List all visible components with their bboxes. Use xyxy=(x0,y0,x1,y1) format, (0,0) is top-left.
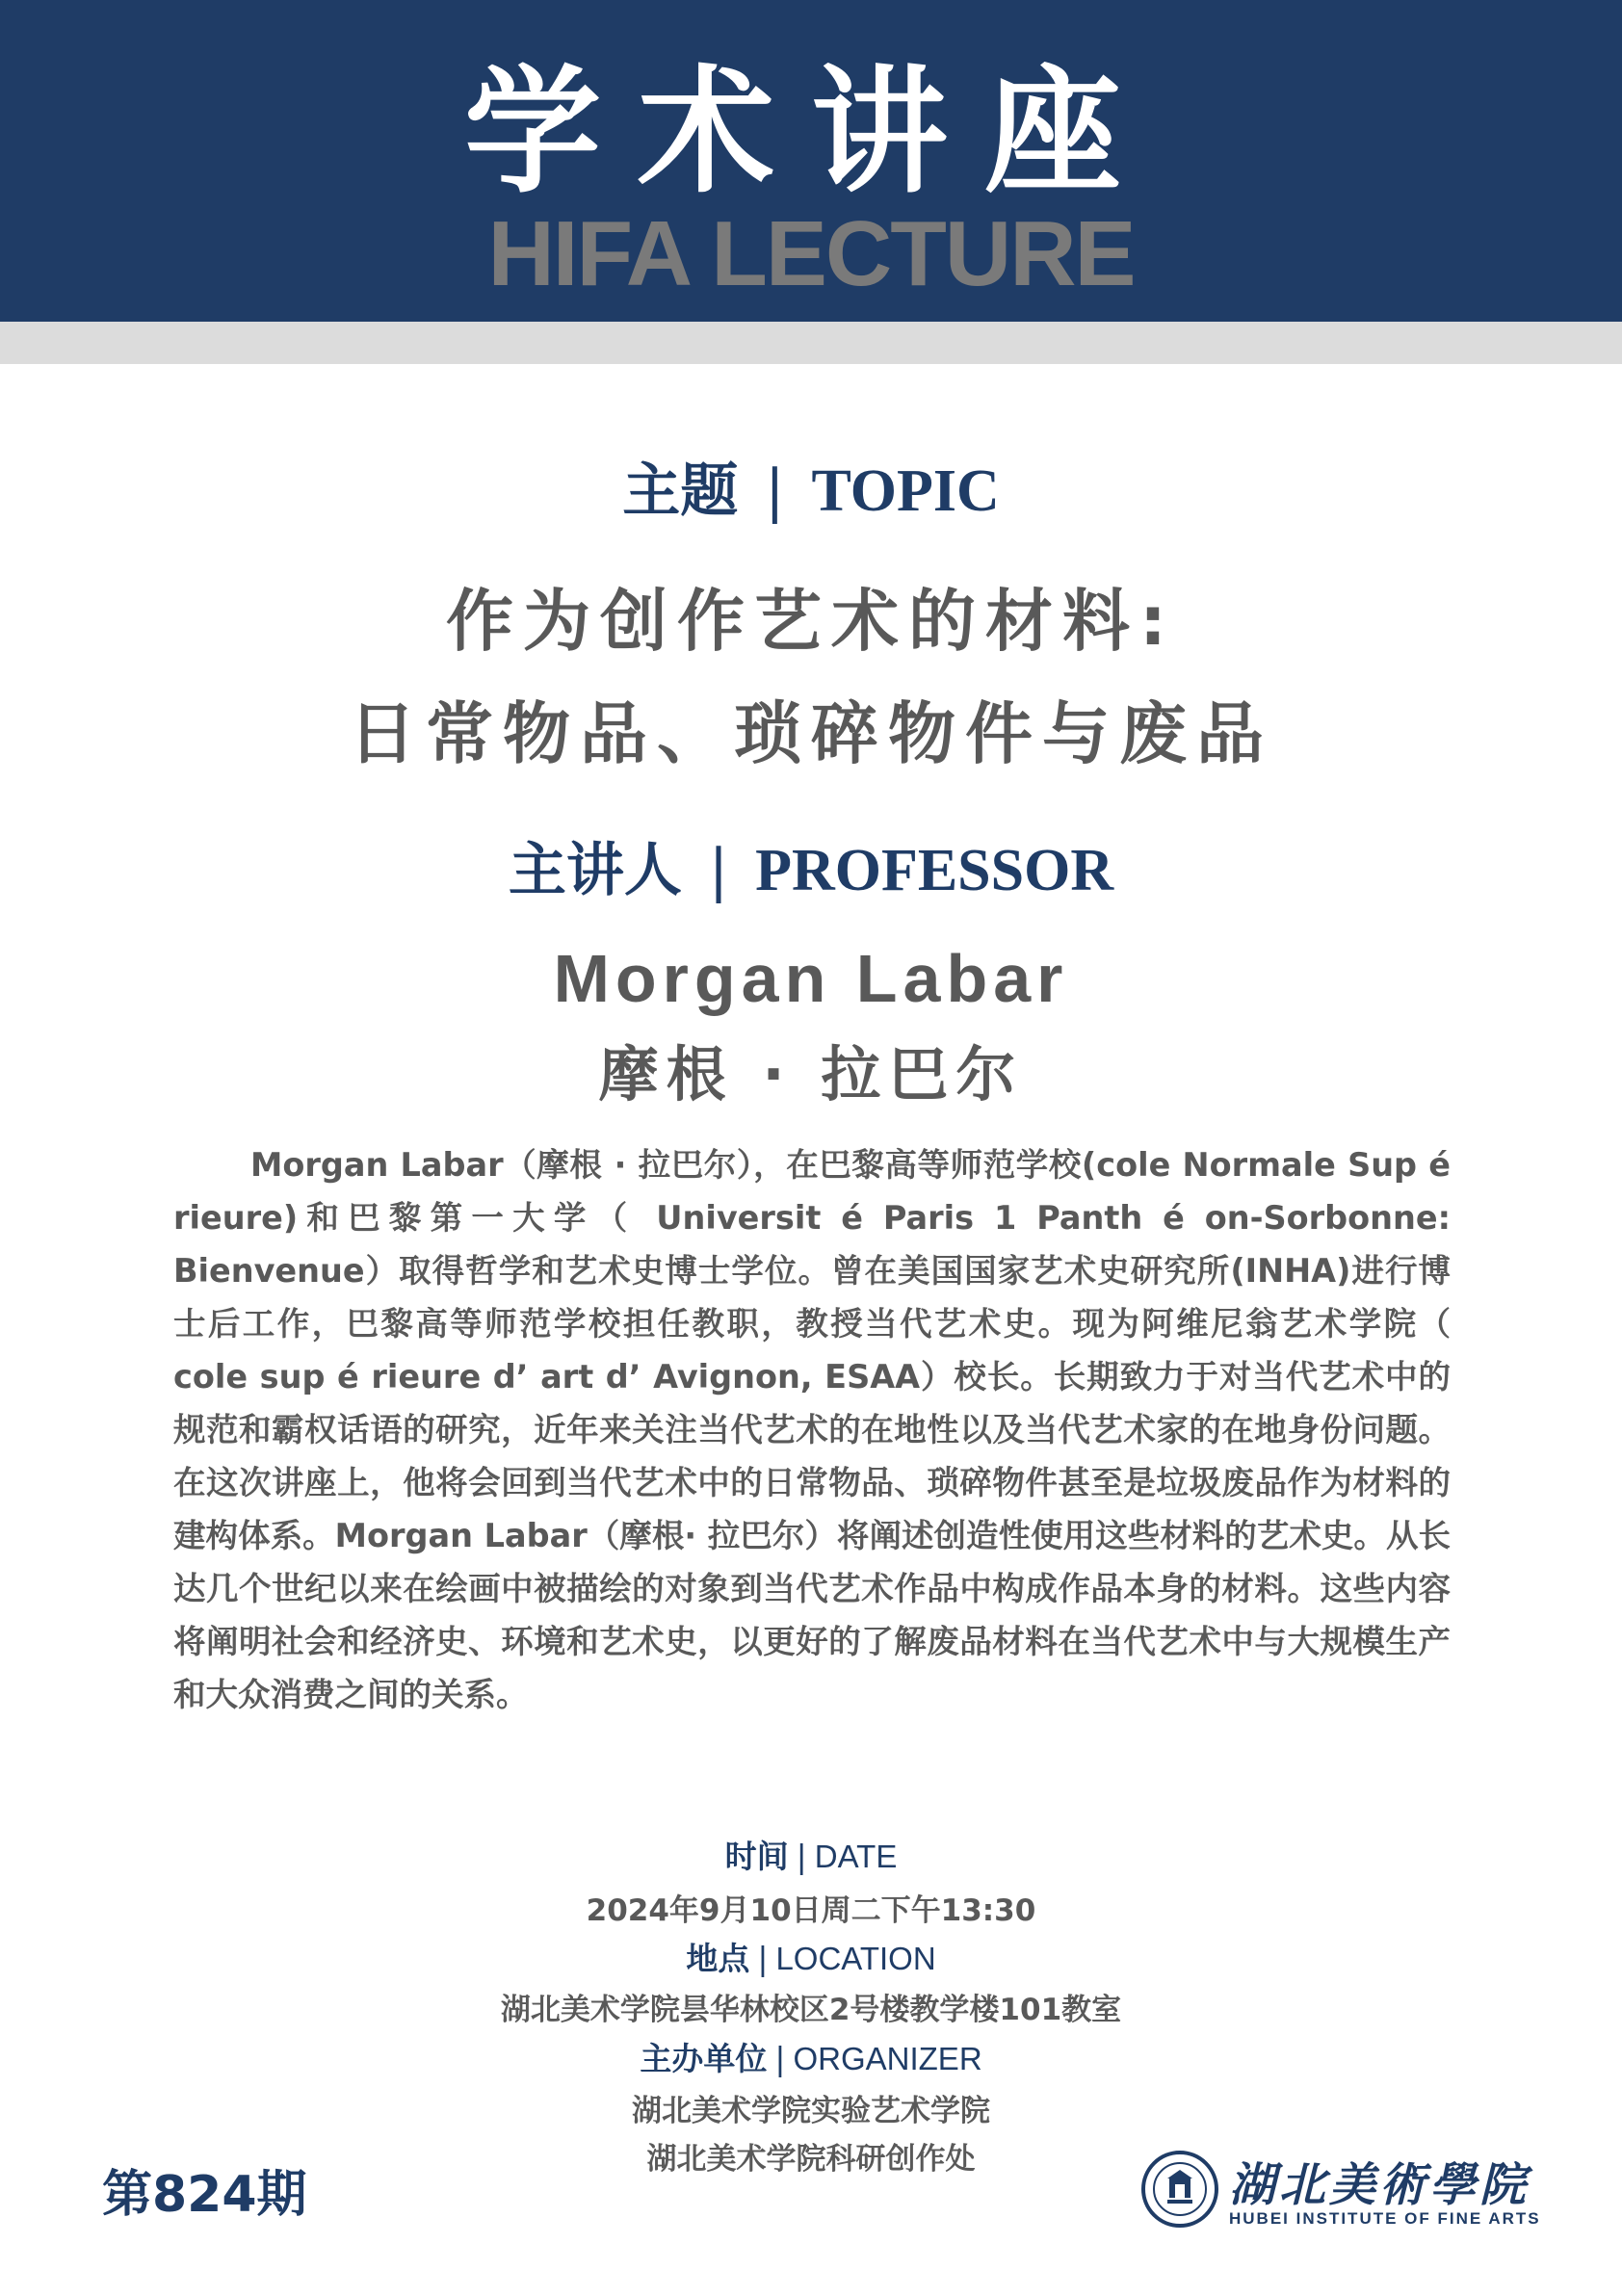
header-title-cn: 学术讲座 xyxy=(464,53,1158,212)
location-label-en: LOCATION xyxy=(775,1941,936,1976)
school-seal-icon xyxy=(1140,2150,1219,2229)
header-title-en: HIFA LECTURE xyxy=(487,202,1135,305)
organizer-value-1: 湖北美术学院实验艺术学院 xyxy=(632,2094,990,2128)
organizer-label xyxy=(0,2034,1622,2079)
organizer-value-2: 湖北美术学院科研创作处 xyxy=(646,2142,976,2177)
location-value: 湖北美术学院昙华林校区2号楼教学楼101教室 xyxy=(500,1993,1122,2027)
topic-heading xyxy=(0,445,1622,528)
location-label xyxy=(0,1934,1622,1979)
topic-label-cn: 主题 xyxy=(622,457,739,525)
date-label-en: DATE xyxy=(814,1839,898,1874)
date-label-separator: | xyxy=(796,1838,807,1875)
organizer-label-en: ORGANIZER xyxy=(793,2041,982,2076)
location-label-cn: 地点 xyxy=(686,1940,750,1977)
header-stripe xyxy=(0,322,1622,364)
organizer-label-separator: | xyxy=(774,2040,786,2077)
logo-name-cn: 湖北美術學院 xyxy=(1229,2158,1530,2212)
date-label-cn: 时间 xyxy=(724,1838,789,1875)
speaker-label-en: PROFESSOR xyxy=(755,838,1114,903)
speaker-separator: | xyxy=(708,837,729,904)
topic-title-line2: 日常物品、琐碎物件与废品 xyxy=(349,694,1273,773)
issue-number: 第824期 xyxy=(102,2166,307,2224)
topic-label-en: TOPIC xyxy=(811,458,1000,524)
topic-separator: | xyxy=(765,457,785,525)
organizer-label-cn: 主办单位 xyxy=(640,2040,768,2077)
topic-title-line1: 作为创作艺术的材料: xyxy=(446,582,1176,661)
speaker-bio: Morgan Labar（摩根 · 拉巴尔），在巴黎高等师范学校(cole Normale Sup é rieure)和巴黎第一大学（ Universit é Paris 1 Panth é on-Sorbonne: Bienvenue）取得哲学和艺术史博士学位。曾在美国国家艺术史研究所(INHA)进行博士后工作，巴黎高等师范学校担任教职，教授当代艺术史。现为阿维尼翁艺术学院（ cole sup é rieure d’ art d’ Avignon, ESAA）校长。长期致力于对当代艺术中的规范和霸权话语的研究，近年来关注当代艺术的在地性以及当代艺术家的在地身份问题。在这次讲座上，他将会回到当代艺术中的日常物品、琐碎物件甚至是垃圾废品作为材料的建构体系。Morgan Labar（摩根· 拉巴尔）将阐述创造性使用这些材料的艺术史。从长达几个世纪以来在绘画中被描绘的对象到当代艺术作品中构成作品本身的材料。这些内容将阐明社会和经济史、环境和艺术史，以更好的了解废品材料在当代艺术中与大规模生产和大众消费之间的关系。 xyxy=(173,1146,1451,1713)
speaker-name-en: Morgan Labar xyxy=(553,941,1069,1016)
logo-name-en: HUBEI INSTITUTE OF FINE ARTS xyxy=(1229,2209,1541,2228)
location-label-separator: | xyxy=(757,1940,769,1977)
speaker-name-cn: 摩根 · 拉巴尔 xyxy=(598,1039,1024,1109)
speaker-label-cn: 主讲人 xyxy=(508,837,682,904)
date-value: 2024年9月10日周二下午13:30 xyxy=(586,1893,1036,1928)
speaker-heading xyxy=(0,824,1622,907)
date-label xyxy=(0,1832,1622,1877)
